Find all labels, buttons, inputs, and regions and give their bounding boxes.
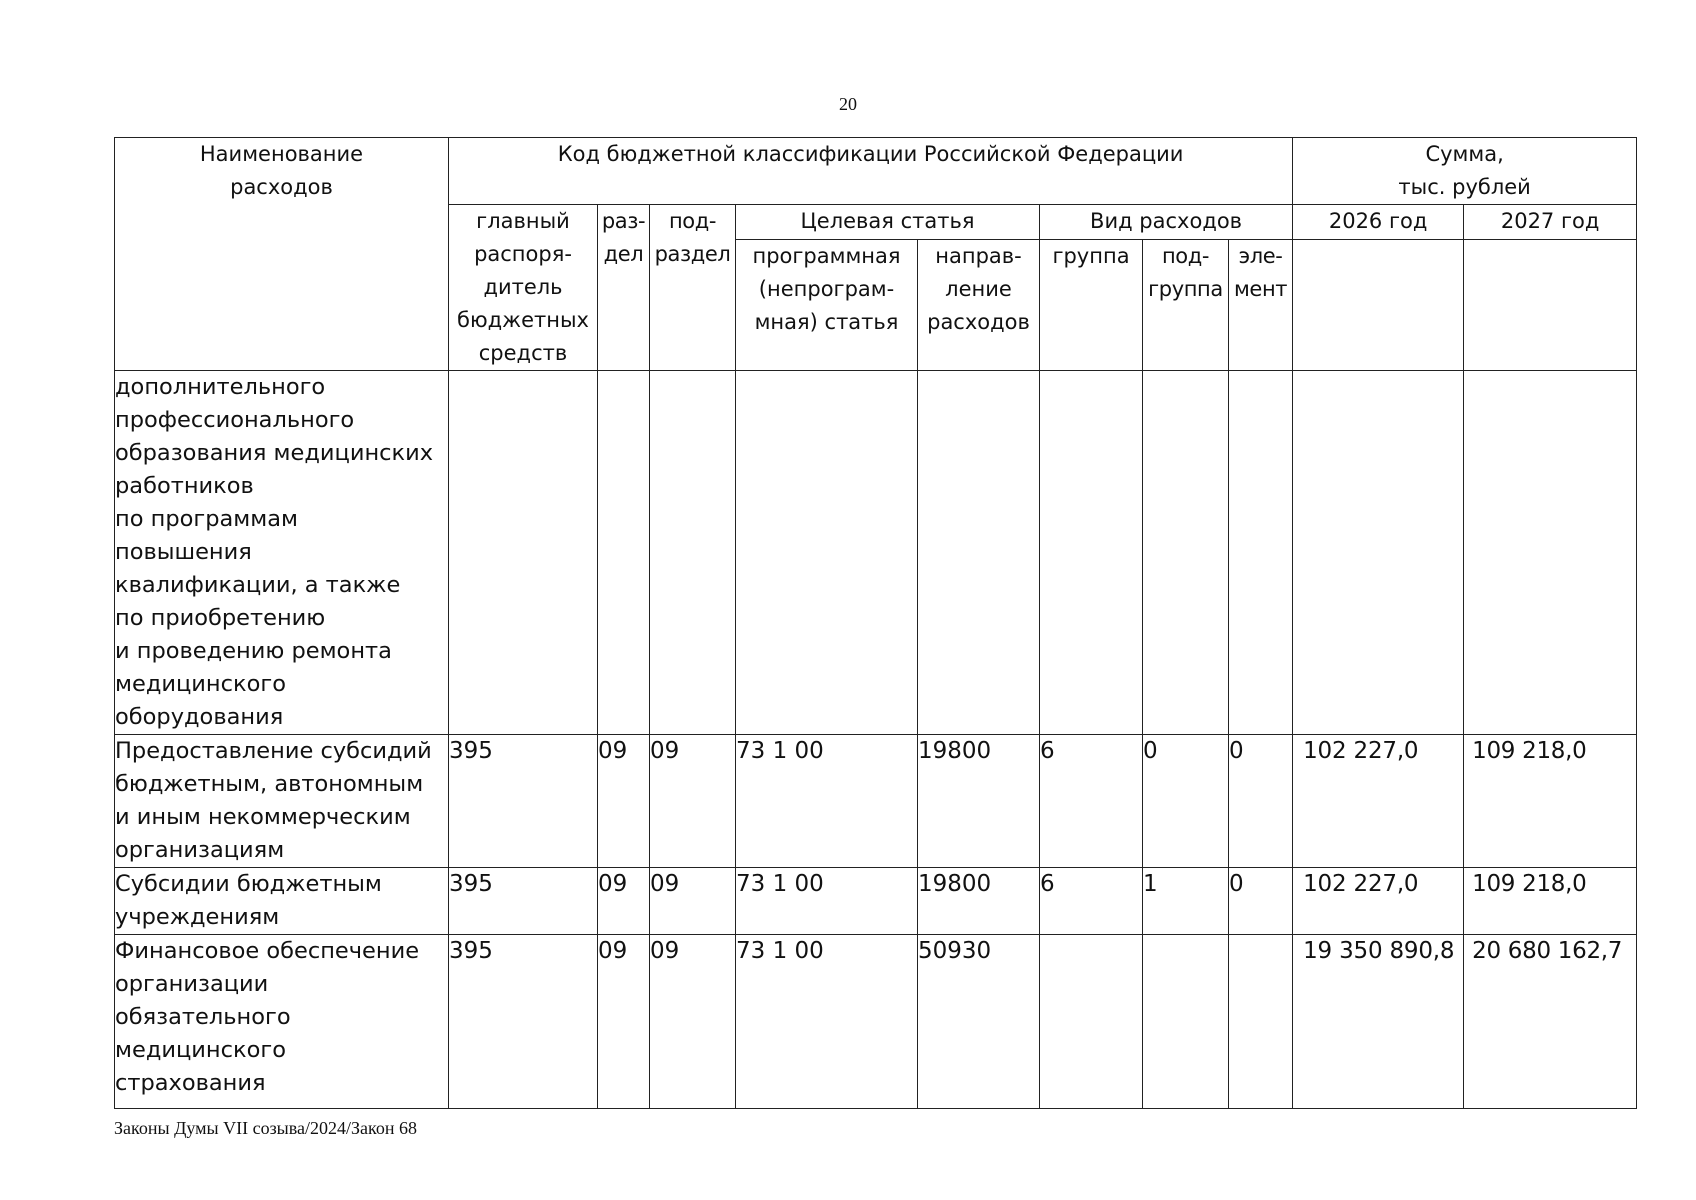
table-row	[115, 371, 1637, 735]
cell-podrazdel: 09	[650, 868, 736, 935]
row-name: Предоставление субсидий бюджетным, автономным и иным некоммерческим организациям	[115, 735, 449, 868]
cell-sum-2026	[1293, 371, 1464, 735]
cell-gruppa: 6	[1040, 868, 1143, 935]
header-glavny: главный распоря- дитель бюджетных средств	[449, 205, 598, 371]
header-empty-2026	[1293, 240, 1464, 371]
cell-sum-2027: 20 680 162,7	[1464, 935, 1637, 1109]
header-napravlenie: направ- ление расходов	[918, 240, 1040, 371]
cell-razdel	[598, 371, 650, 735]
cell-element: 0	[1229, 868, 1293, 935]
header-year-2026: 2026 год	[1293, 205, 1464, 240]
header-year-2027: 2027 год	[1464, 205, 1637, 240]
cell-element: 0	[1229, 735, 1293, 868]
header-empty-2027	[1464, 240, 1637, 371]
header-razdel: раз- дел	[598, 205, 650, 371]
cell-napravlenie	[918, 371, 1040, 735]
cell-podrazdel: 09	[650, 935, 736, 1109]
cell-sum-2027	[1464, 371, 1637, 735]
table-row	[115, 868, 1637, 935]
header-name: Наименование расходов	[115, 138, 449, 371]
cell-razdel: 09	[598, 868, 650, 935]
cell-programmnaya	[736, 371, 918, 735]
cell-programmnaya: 73 1 00	[736, 868, 918, 935]
cell-sum-2027: 109 218,0	[1464, 868, 1637, 935]
cell-podrazdel	[650, 371, 736, 735]
cell-razdel: 09	[598, 935, 650, 1109]
cell-gruppa: 6	[1040, 735, 1143, 868]
cell-glavny: 395	[449, 935, 598, 1109]
cell-podgruppa: 1	[1143, 868, 1229, 935]
cell-napravlenie: 50930	[918, 935, 1040, 1109]
cell-razdel: 09	[598, 735, 650, 868]
page-number: 20	[839, 94, 857, 114]
cell-sum-2027: 109 218,0	[1464, 735, 1637, 868]
header-programmnaya: программная (непрограм- мная) статья	[736, 240, 918, 371]
cell-element	[1229, 935, 1293, 1109]
cell-sum-2026: 102 227,0	[1293, 868, 1464, 935]
header-gruppa: группа	[1040, 240, 1143, 371]
document-footer: Законы Думы VII созыва/2024/Закон 68	[114, 1118, 417, 1138]
cell-programmnaya: 73 1 00	[736, 935, 918, 1109]
header-celevaya: Целевая статья	[736, 205, 1040, 240]
budget-table	[114, 137, 1637, 1109]
table-row	[115, 935, 1637, 1109]
cell-podgruppa	[1143, 371, 1229, 735]
cell-podgruppa: 0	[1143, 735, 1229, 868]
cell-programmnaya: 73 1 00	[736, 735, 918, 868]
table-row	[115, 735, 1637, 868]
cell-sum-2026: 102 227,0	[1293, 735, 1464, 868]
cell-element	[1229, 371, 1293, 735]
cell-podrazdel: 09	[650, 735, 736, 868]
cell-gruppa	[1040, 371, 1143, 735]
cell-gruppa	[1040, 935, 1143, 1109]
header-podgruppa: под- группа	[1143, 240, 1229, 371]
cell-glavny: 395	[449, 735, 598, 868]
cell-napravlenie: 19800	[918, 735, 1040, 868]
header-vid: Вид расходов	[1040, 205, 1293, 240]
cell-sum-2026: 19 350 890,8	[1293, 935, 1464, 1109]
row-name: Финансовое обеспечение организации обязательного медицинского страхования	[115, 935, 449, 1109]
cell-glavny	[449, 371, 598, 735]
cell-glavny: 395	[449, 868, 598, 935]
row-name: Субсидии бюджетным учреждениям	[115, 868, 449, 935]
cell-napravlenie: 19800	[918, 868, 1040, 935]
row-name: дополнительного профессионального образования медицинских работников по программам повышения квалификации, а также по приобретению и проведению ремонта медицинского оборудования	[115, 371, 449, 735]
header-code-group: Код бюджетной классификации Российской Федерации	[449, 138, 1293, 205]
header-element: эле- мент	[1229, 240, 1293, 371]
header-sum-group: Сумма, тыс. рублей	[1293, 138, 1637, 205]
header-podrazdel: под- раздел	[650, 205, 736, 371]
cell-podgruppa	[1143, 935, 1229, 1109]
